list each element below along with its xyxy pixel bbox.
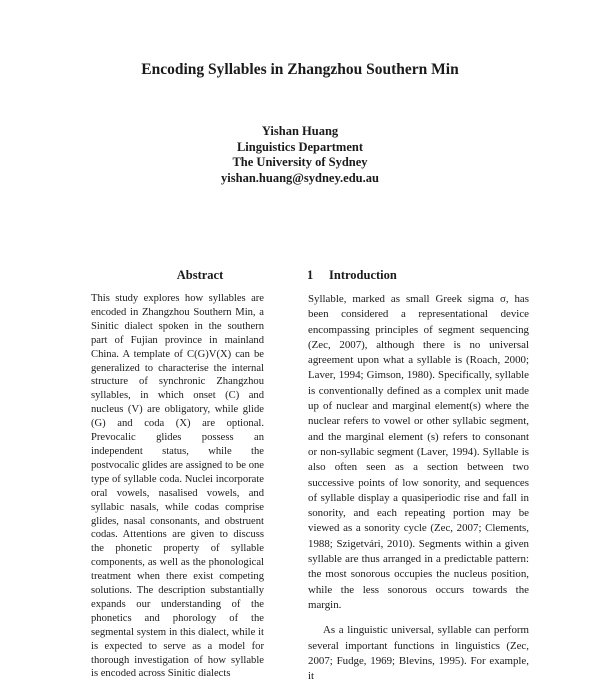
author-department: Linguistics Department — [236, 139, 364, 154]
section-title: Introduction — [329, 268, 397, 282]
introduction-heading — [307, 268, 397, 283]
intro-paragraph-2: As a linguistic universal, syllable can perform several important functions in linguistics (Zec, 2007; Fudge, 1969; Blevins, 1995). For example, it — [308, 624, 529, 683]
abstract-text: This study explores how syllables are encoded in Zhangzhou Southern Min, a Sinitic dialect spoken in the southern part of Fujian province in mainland China. A template of C(G)V(X) can be generalized to characterise the internal structure of synchronic Zhangzhou syllables, in which onset (C) and nucleus (V) are obligatory, while glide (G) and coda (X) are optional. Prevocalic glides possess an independent status, while the postvocalic glides are assigned to be one type of syllable coda. Nuclei incorporate oral vowels, nasalised vowels, and syllabic nasals, while codas comprise glides, nasal consonants, and obstruent codas. Attentions are given to discuss the phonetic property of syllable components, as well as the phonological treatment when there exist competing solutions. The description substantially expands our understanding of the phonetics and phorology of the segmental system in this dialect, while it is expected to serve as a model for thorough investigation of how syllable is encoded across Sinitic dialects — [91, 293, 264, 680]
author-email: yishan.huang@sydney.edu.au — [221, 170, 379, 185]
author-block — [0, 124, 600, 186]
paper-title: Encoding Syllables in Zhangzhou Southern Min — [141, 61, 459, 78]
intro-paragraph-1: Syllable, marked as small Greek sigma σ, has been considered a representational device encompassing principles of segment sequencing (Zec, 2007), although there is no universal agreement upon what a syllable is (Roach, 2000; Laver, 1994; Gimson, 1980). Specifically, syllable is conventionally defined as a complex unit made up of nuclear and marginal element(s) where the nuclear refers to vowel or other syllabic segment, and the marginal element (s) refers to consonant or non-syllabic segment (Laver, 1994). Syllable is also often seen as a section between two successive points of low sonority, and sequences of syllable display a quasiperiodic rise and fall in sonority, and each repeating portion may be viewed as a sonority cycle (Zec, 2007; Clements, 1988; Szigetvári, 2010). Segments within a given syllable are thus arranged in a predictable pattern: the most sonorous occupies the nucleus position, while the less sonorous occurs towards the margin. — [308, 293, 529, 611]
section-number: 1 — [307, 268, 314, 282]
author-institution: The University of Sydney — [232, 155, 368, 169]
introduction-body — [308, 292, 529, 684]
abstract-heading: Abstract — [176, 268, 224, 282]
author-name: Yishan Huang — [261, 124, 339, 138]
